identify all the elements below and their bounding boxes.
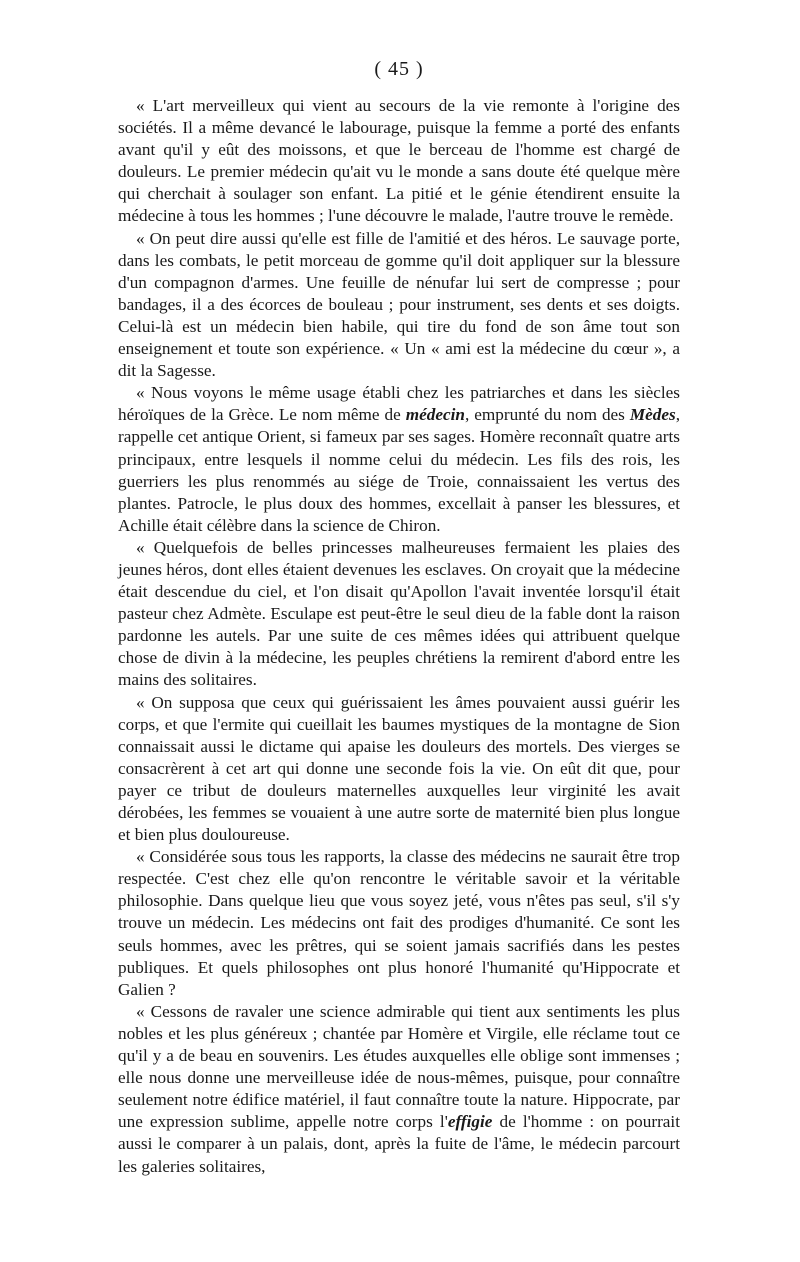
text-run: « On supposa que ceux qui guérissaient les âmes pouvaient aussi guérir les corps, et que l'ermite qui cueillait les baumes mystiques de la montagne de Sion connaissait aussi le dictame qui apaise les douleurs des mortels. Des vierges se consacrèrent à cet art qui donne une seconde fois la vie. On eût dit que, pour payer ce tribut de douleurs maternelles auxquelles leur virginité les avait dérobées, les femmes se vouaient à une autre sorte de maternité bien plus longue et bien plus douloureuse. [118, 692, 680, 845]
text-run: « Quelquefois de belles princesses malheureuses fermaient les plaies des jeunes héros, dont elles étaient devenues les esclaves. On croyait que la médecine était descendue du ciel, et l'on disait qu'Apollon l'avait inventée lorsqu'il était pasteur chez Admète. Esculape est peut-être le seul dieu de la fable dont la raison pardonne les autels. Par une suite de ces mêmes idées qui attribuent quelque chose de divin à la médecine, les peuples chrétiens la remirent d'abord entre les mains des solitaires. [118, 537, 680, 690]
paragraph [118, 692, 680, 847]
paragraph [118, 228, 680, 383]
italic-term: médecin [405, 405, 465, 425]
text-run: , rappelle cet antique Orient, si fameux par ses sages. Homère reconnaît quatre arts principaux, entre lesquels il nomme celui du médecin. Les fils des rois, les guerriers les plus renommés au siége de Troie, connaissaient les vertus des plantes. Patrocle, le plus doux des hommes, excellait à panser les blessures, et Achille était célèbre dans la science de Chiron. [118, 405, 680, 535]
text-run: « Considérée sous tous les rapports, la classe des médecins ne saurait être trop respectée. C'est chez elle qu'on rencontre le véritable savoir et la véritable philosophie. Dans quelque lieu que vous soyez jeté, vous n'êtes pas seul, s'il s'y trouve un médecin. Les médecins ont fait des prodiges d'humanité. Ce sont les seuls hommes, avec les prêtres, qui se soient jamais sacrifiés dans les pestes publiques. Et quels philosophes ont plus honoré l'humanité qu'Hippocrate et Galien ? [118, 847, 680, 999]
text-run: de l'homme : on pourrait aussi le comparer à un palais, dont, après la fuite de l'âme, le médecin parcourt les galeries solitaires, [118, 1112, 680, 1176]
page-number: ( 45 ) [374, 58, 424, 80]
paragraph [118, 95, 680, 228]
text-run: « On peut dire aussi qu'elle est fille de l'amitié et des héros. Le sauvage porte, dans les combats, le petit morceau de gomme qu'il doit appliquer sur la blessure d'un compagnon d'armes. Une feuille de nénufar lui sert de compresse ; pour bandages, il a des écorces de bouleau ; pour instrument, ses dents et ses doigts. Celui-là est un médecin bien habile, qui tire du fond de son âme tout son enseignement et toute son expérience. « Un « ami est la médecine du cœur », a dit la Sagesse. [118, 228, 680, 381]
paragraph [118, 382, 680, 537]
text-run: , emprunté du nom des [464, 405, 630, 425]
text-run: « L'art merveilleux qui vient au secours de la vie remonte à l'origine des sociétés. Il a même devancé le labourage, puisque la femme a porté des enfants avant qu'il y eût des moissons, et que le berceau de l'homme est chargé de douleurs. Le premier médecin qu'ait vu le monde a sans doute été quelque mère qui cherchait à soulager son enfant. La pitié et le génie étendirent ensuite la médecine à tous les hommes ; l'une découvre le malade, l'autre trouve le remède. [118, 96, 680, 226]
italic-term: Mèdes [629, 405, 676, 425]
paragraph [118, 846, 680, 1001]
text-run: « Nous voyons le même usage établi chez les patriarches et dans les siècles héroïques de la Grèce. Le nom même de [118, 383, 680, 425]
paragraph [118, 1001, 680, 1178]
italic-term: effigie [447, 1112, 493, 1132]
body-text [118, 95, 680, 1178]
paragraph [118, 537, 680, 692]
text-run: « Cessons de ravaler une science admirable qui tient aux sentiments les plus nobles et les plus généreux ; chantée par Homère et Virgile, elle réclame tout ce qu'il y a de beau en souvenirs. Les études auxquelles elle oblige sont immenses ; elle nous donne une merveilleuse idée de nous-mêmes, puisque, pour connaître seulement notre édifice matériel, il faut connaître toute la nature. Hippocrate, par une expression sublime, appelle notre corps l' [118, 1001, 680, 1132]
